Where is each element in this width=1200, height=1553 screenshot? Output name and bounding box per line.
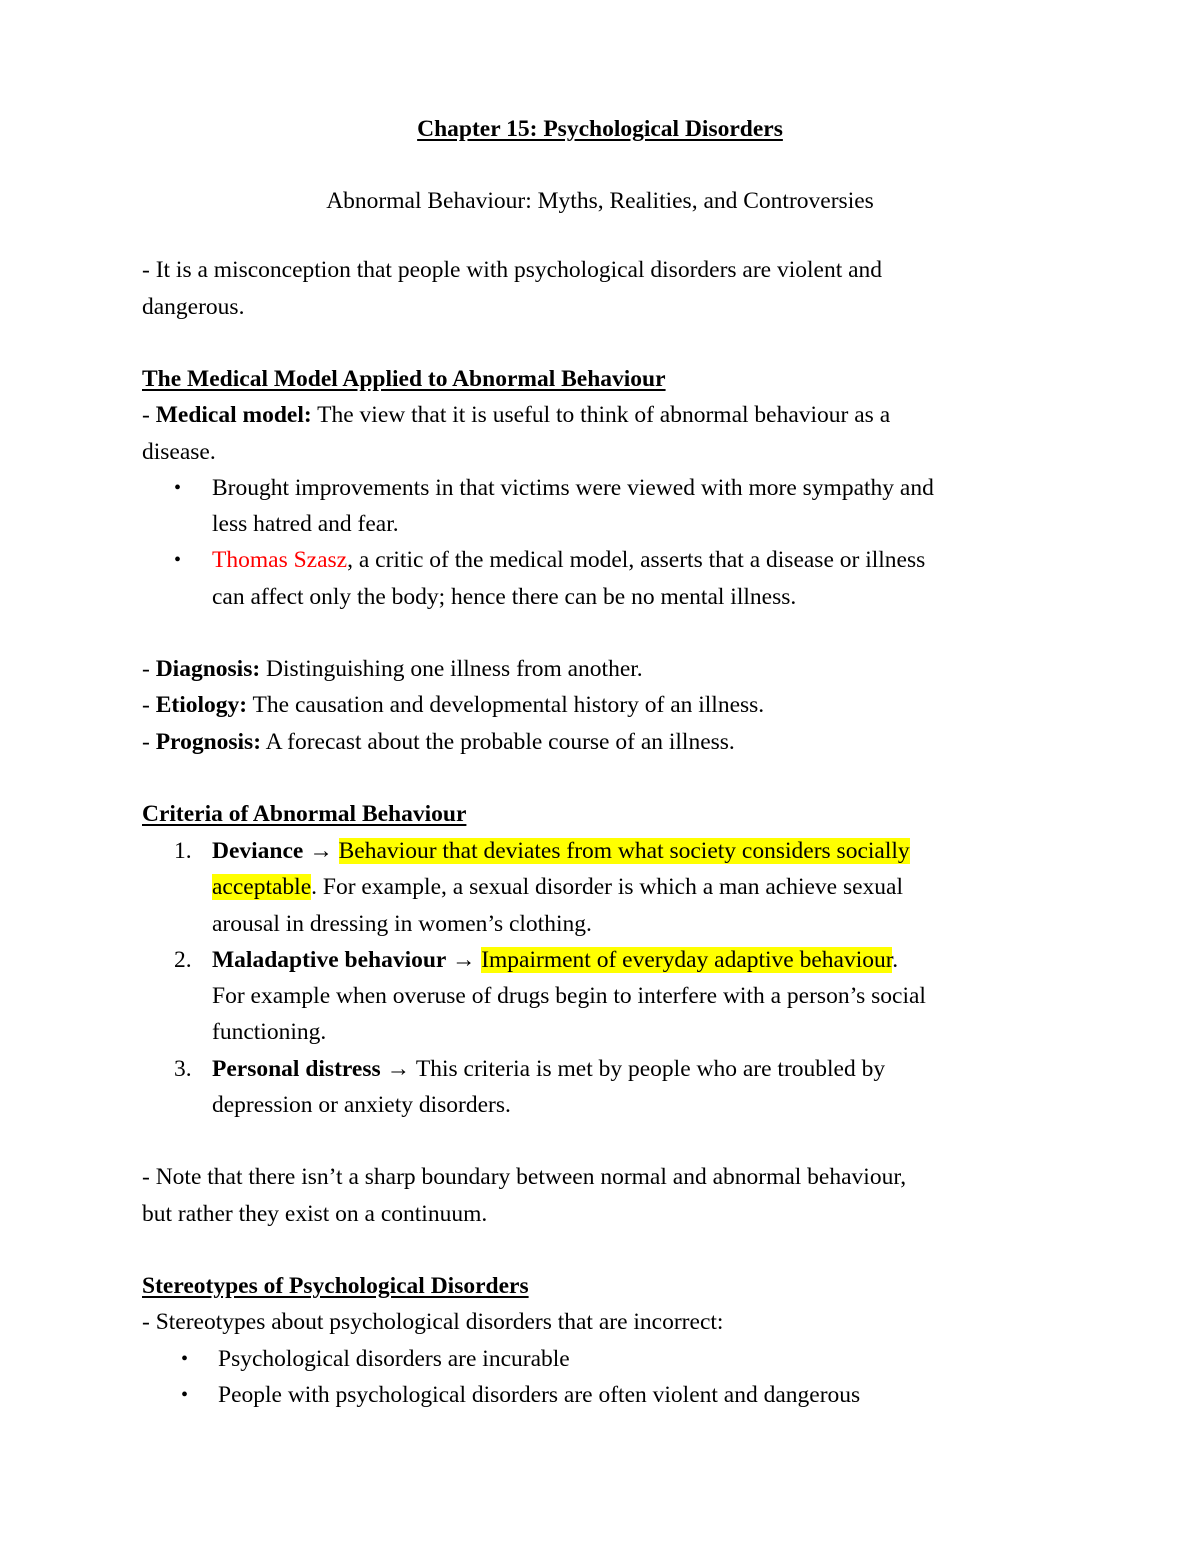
definition-text: The view that it is useful to think of abnormal behaviour as a [311,402,891,428]
list-number: 3. [174,1056,192,1082]
term: Etiology: [155,692,248,718]
arrow-icon: → [380,1056,416,1082]
criteria-deviance-line-2 [212,872,903,902]
criteria-deviance-line-3: arousal in dressing in women’s clothing. [212,911,592,937]
criteria-deviance-line-1 [212,836,910,866]
criteria-distress-line-1 [212,1054,885,1084]
arrow-icon: → [445,947,482,973]
list-number: 1. [174,838,192,864]
definition-etiology [142,690,764,720]
criteria-maladaptive-line-1 [212,945,898,975]
arrow-icon: → [303,838,339,864]
bullet-szasz-line-1 [212,545,925,575]
intro-line-1: - It is a misconception that people with psychological disorders are violent and [142,257,883,283]
stereotype-item: Psychological disorders are incurable [218,1346,570,1372]
bullet-icon: • [181,1384,189,1406]
bullet-szasz-line-2: can affect only the body; hence there can be no mental illness. [212,584,797,610]
criteria-maladaptive-line-3: functioning. [212,1019,327,1045]
definition-prognosis [142,727,735,757]
bullet-improvements-line-1: Brought improvements in that victims were viewed with more sympathy and [212,475,934,501]
term: Diagnosis: [155,656,261,682]
note-line-1: - Note that there isn’t a sharp boundary between normal and abnormal behaviour, [142,1164,907,1190]
highlighted-text: Behaviour that deviates from what society considers socially [338,838,910,864]
highlighted-text: acceptable [212,874,312,900]
criteria-text: . [892,947,899,973]
term-medical-model: Medical model: [155,402,312,428]
stereotypes-intro: - Stereotypes about psychological disorders that are incorrect: [142,1309,724,1335]
page-subtitle: Abnormal Behaviour: Myths, Realities, and Controversies [326,188,874,214]
bullet-icon: • [174,549,182,571]
definition-text: A forecast about the probable course of an illness. [261,729,735,755]
definition-diagnosis [142,654,643,684]
dash: - [142,402,156,428]
criteria-maladaptive-line-2: For example when overuse of drugs begin to interfere with a person’s social [212,983,926,1009]
term: Prognosis: [155,729,262,755]
list-number: 2. [174,947,192,973]
section-heading-stereotypes: Stereotypes of Psychological Disorders [142,1273,529,1299]
criteria-text: This criteria is met by people who are troubled by [415,1056,886,1082]
term-personal-distress: Personal distress [212,1056,381,1082]
term-maladaptive-behaviour: Maladaptive behaviour [212,947,446,973]
page-title: Chapter 15: Psychological Disorders [417,116,783,142]
stereotype-item: People with psychological disorders are often violent and dangerous [218,1382,861,1408]
criteria-text: . For example, a sexual disorder is which a man achieve sexual [311,874,904,900]
medical-model-definition [142,400,890,430]
dash: - [142,692,156,718]
dash: - [142,729,156,755]
highlighted-text: Impairment of everyday adaptive behaviour [481,947,893,973]
definition-text: The causation and developmental history of an illness. [247,692,765,718]
term-deviance: Deviance [212,838,304,864]
medical-model-definition-line-2: disease. [142,439,216,465]
section-heading-criteria: Criteria of Abnormal Behaviour [142,801,467,827]
bullet-text: , a critic of the medical model, asserts that a disease or illness [347,547,926,573]
bullet-improvements-line-2: less hatred and fear. [212,511,399,537]
bullet-icon: • [174,477,182,499]
name-thomas-szasz: Thomas Szasz [212,547,348,573]
section-heading-medical-model: The Medical Model Applied to Abnormal Behaviour [142,366,666,392]
definition-text: Distinguishing one illness from another. [260,656,643,682]
note-line-2: but rather they exist on a continuum. [142,1201,488,1227]
criteria-distress-line-2: depression or anxiety disorders. [212,1092,511,1118]
bullet-icon: • [181,1348,189,1370]
intro-line-2: dangerous. [142,294,245,320]
dash: - [142,656,156,682]
